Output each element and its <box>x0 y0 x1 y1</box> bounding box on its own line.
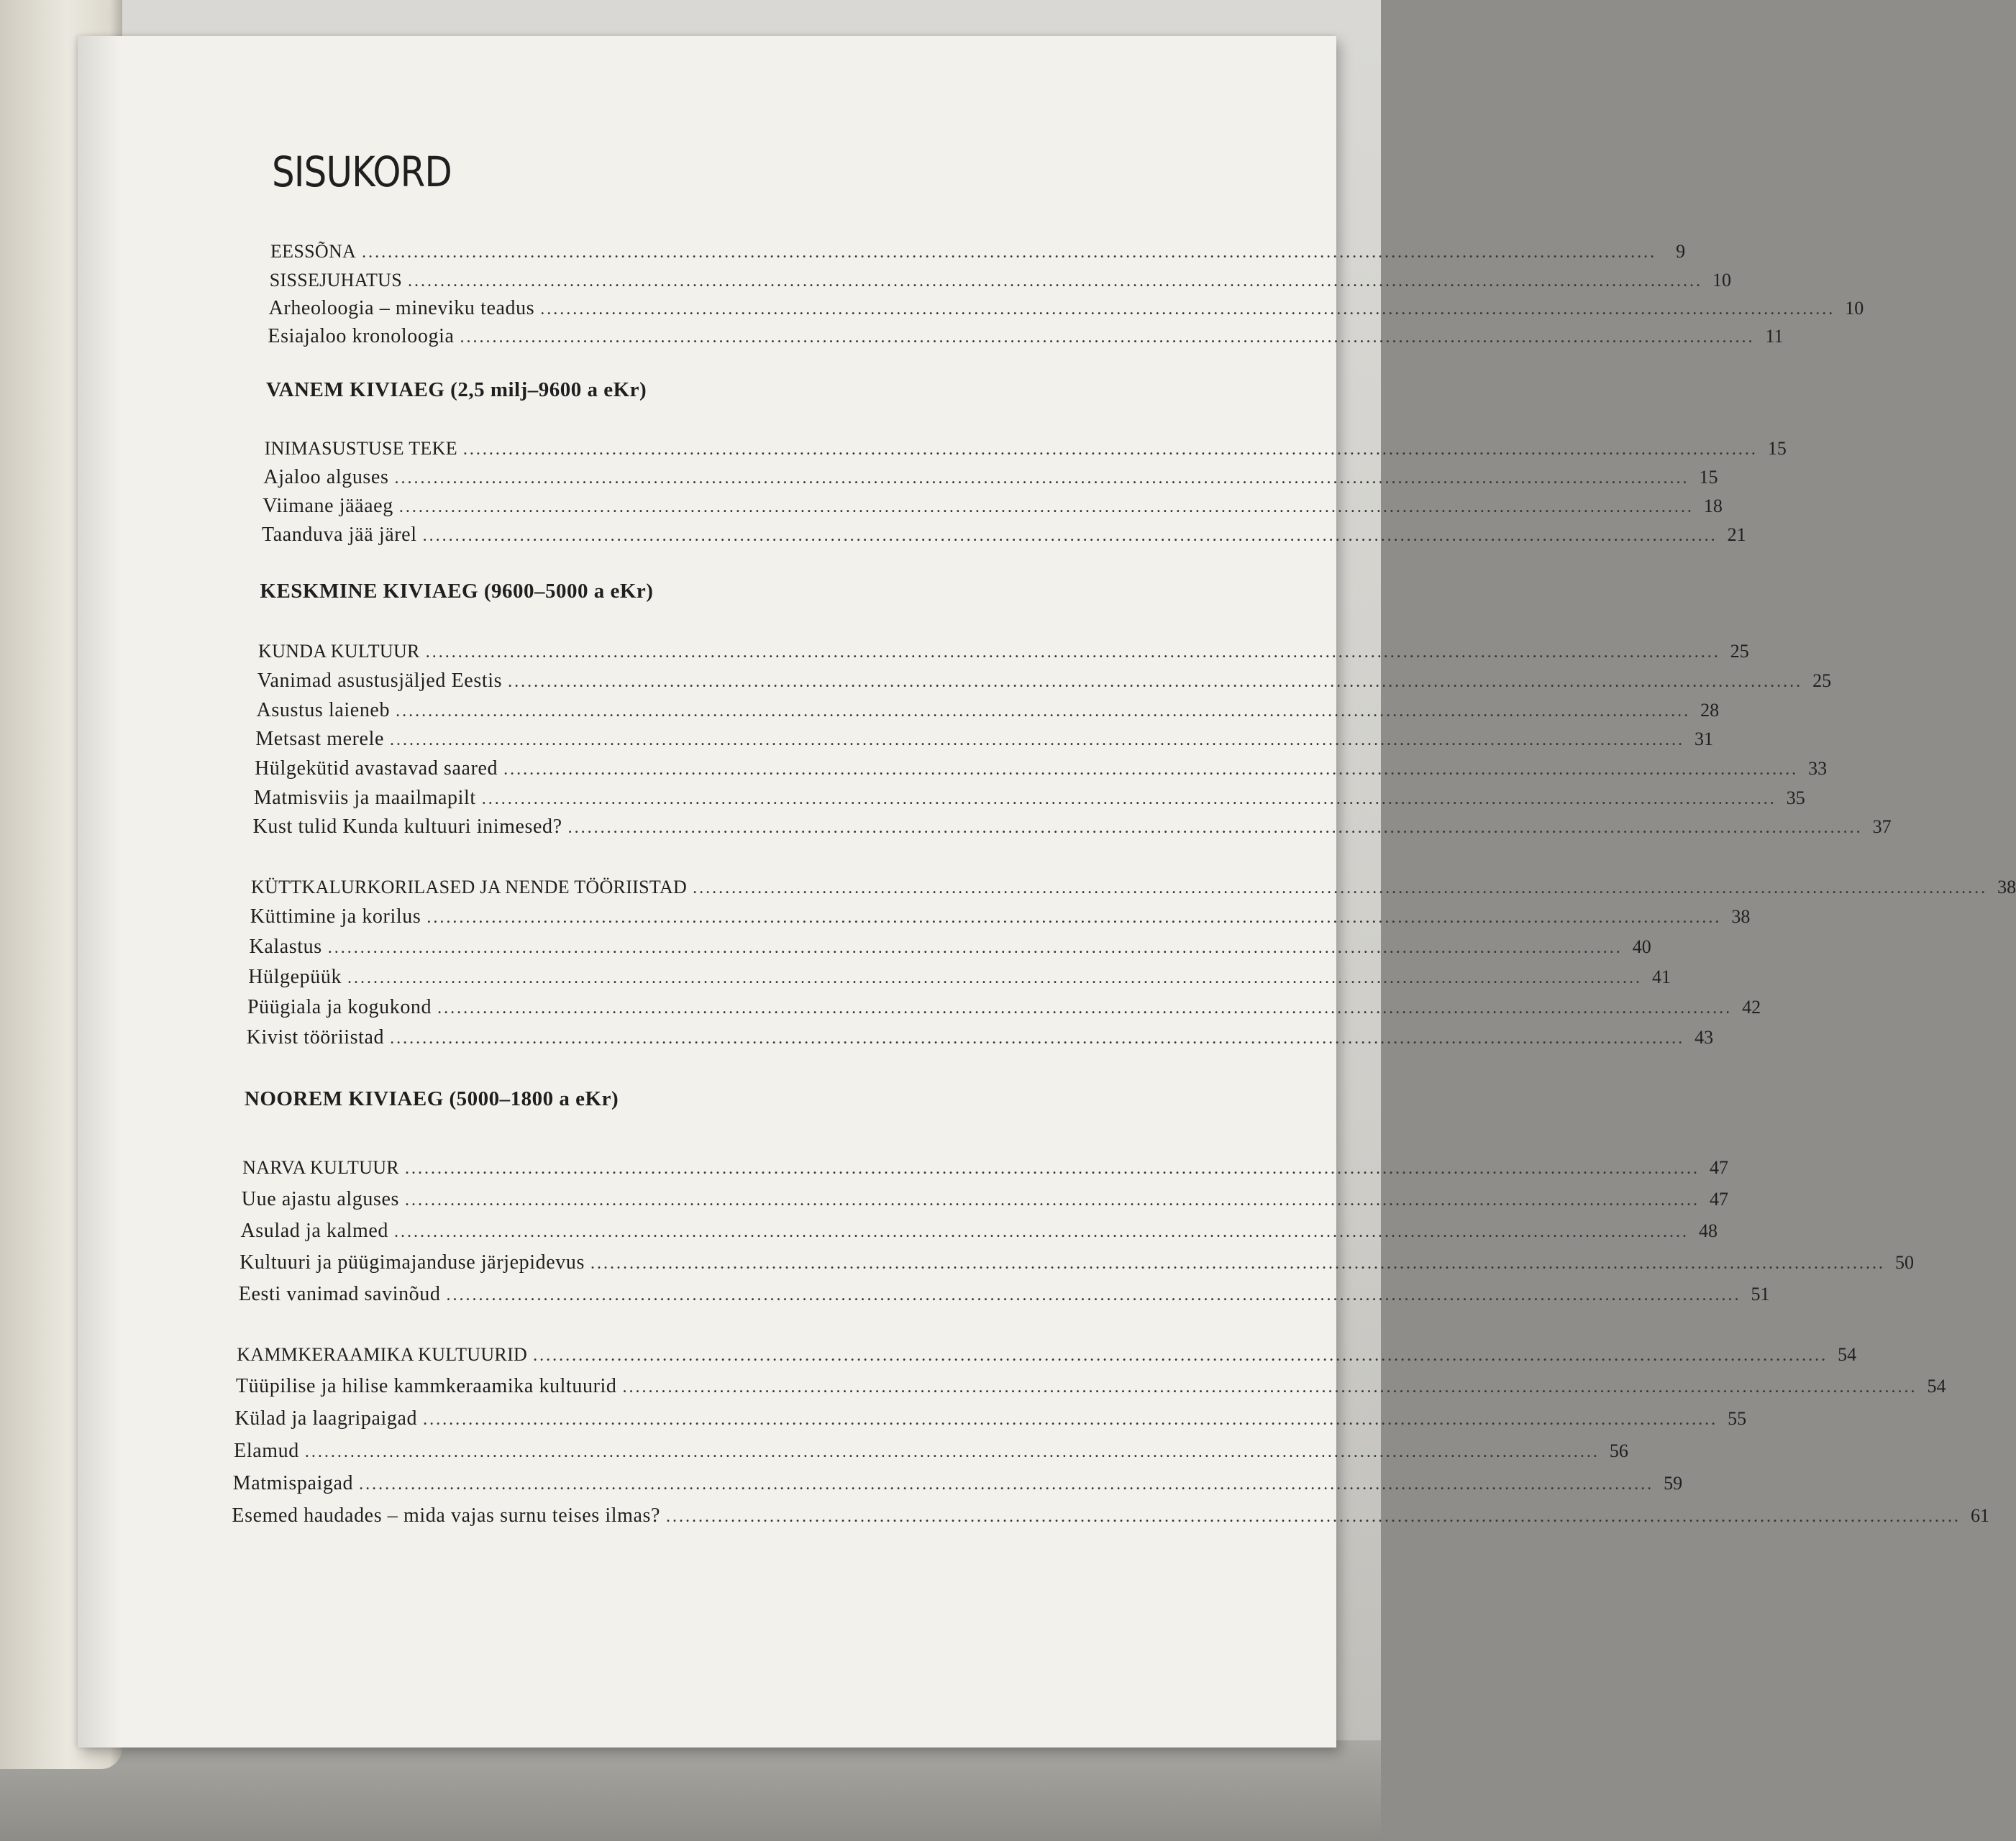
toc-page-number: 41 <box>1652 967 1671 987</box>
leader-dots: ........................................................................................................................................................................................................ <box>390 1029 1685 1048</box>
leader-dots: ........................................................................................................................................................................................................ <box>304 1443 1600 1461</box>
toc-entry-label: Metsast merele <box>255 728 384 750</box>
leader-dots: ........................................................................................................................................................................................................ <box>394 1223 1689 1241</box>
leader-dots: ........................................................................................................................................................................................................ <box>422 526 1718 545</box>
toc-page-number: 10 <box>1845 298 1864 319</box>
toc-entry-label: Püügiala ja kogukond <box>247 996 432 1018</box>
toc-page-number: 37 <box>1872 816 1892 837</box>
toc-page-number: 38 <box>1731 906 1751 927</box>
toc-entry-label: Küttimine ja korilus <box>250 905 421 928</box>
toc-page-number: 47 <box>1709 1189 1728 1210</box>
toc-page-number: 50 <box>1894 1252 1914 1273</box>
leader-dots: ........................................................................................................................................................................................................ <box>460 328 1755 347</box>
leader-dots: ........................................................................................................................................................................................................ <box>540 300 1835 319</box>
toc-page-number: 59 <box>1664 1473 1683 1494</box>
leader-dots: ........................................................................................................................................................................................................ <box>407 272 1702 291</box>
toc-entry-label: Arheoloogia – mineviku teadus <box>268 297 535 319</box>
toc-entry <box>247 995 1761 1020</box>
toc-entry-label: KAMMKERAAMIKA KULTUURID <box>237 1344 528 1365</box>
toc-page-number: 54 <box>1838 1344 1857 1365</box>
leader-dots: ........................................................................................................................................................................................................ <box>462 440 1758 459</box>
leader-dots: ........................................................................................................................................................................................................ <box>481 790 1776 808</box>
toc-page-number: 11 <box>1765 326 1784 347</box>
toc-entry-label: Ajaloo alguses <box>263 466 389 488</box>
section-heading: VANEM KIVIAEG (2,5 milj–9600 a eKr) <box>265 378 647 401</box>
toc-entry-label: Hülgekütid avastavad saared <box>255 757 498 780</box>
toc-entry <box>246 1025 1714 1051</box>
toc-entry-label: Taanduva jää järel <box>261 524 417 546</box>
page-gutter-shadow <box>78 36 121 1748</box>
page-title: SISUKORD <box>272 147 452 196</box>
toc-page-number: 21 <box>1727 524 1746 545</box>
leader-dots: ........................................................................................................................................................................................................ <box>396 702 1691 721</box>
leader-dots: ........................................................................................................................................................................................................ <box>362 243 1657 262</box>
toc-entry-label: Külad ja laagripaigad <box>234 1407 418 1430</box>
toc-entry-label: Uue ajastu alguses <box>241 1188 399 1210</box>
toc-page-number: 43 <box>1695 1027 1714 1048</box>
toc-entry-label: Eesti vanimad savinõud <box>238 1283 441 1305</box>
toc-entry <box>268 296 1864 321</box>
leader-dots: ........................................................................................................................................................................................................ <box>327 938 1623 957</box>
toc-entry-label: Viimane jääaeg <box>263 495 393 517</box>
toc-chapter-entry <box>258 639 1749 664</box>
leader-dots: ........................................................................................................................................................................................................ <box>693 879 1988 897</box>
toc-entry-label: Kalastus <box>249 936 322 958</box>
leader-dots: ........................................................................................................................................................................................................ <box>533 1346 1828 1365</box>
toc-page-number: 54 <box>1927 1376 1946 1397</box>
toc-entry <box>257 668 1832 694</box>
toc-entry-label: KUNDA KULTUUR <box>258 641 420 662</box>
toc-chapter-entry <box>270 239 1686 265</box>
toc-entry-label: Hülgepüük <box>248 966 342 988</box>
leader-dots: ........................................................................................................................................................................................................ <box>590 1254 1885 1273</box>
section-heading: NOOREM KIVIAEG (5000–1800 a eKr) <box>244 1087 619 1110</box>
toc-entry <box>256 698 1720 723</box>
toc-entry <box>249 934 1651 960</box>
toc-page-number: 25 <box>1730 641 1749 662</box>
leader-dots: ........................................................................................................................................................................................................ <box>437 999 1733 1018</box>
toc-chapter-entry <box>251 874 2016 900</box>
toc-entry-label: INIMASUSTUSE TEKE <box>264 438 457 459</box>
toc-entry-label: Matmispaigad <box>232 1472 354 1494</box>
toc-entry <box>252 814 1892 840</box>
toc-entry-label: Esemed haudades – mida vajas surnu teises ilmas? <box>232 1504 661 1527</box>
toc-page-number: 15 <box>1767 438 1787 459</box>
toc-entry-label: KÜTTKALURKORILASED JA NENDE TÖÖRIISTAD <box>251 877 688 897</box>
leader-dots: ........................................................................................................................................................................................................ <box>427 908 1722 927</box>
toc-page-number: 31 <box>1694 728 1713 749</box>
toc-chapter-entry <box>237 1342 1857 1368</box>
toc-entry <box>255 756 1828 782</box>
toc-entry-label: Asulad ja kalmed <box>240 1220 388 1242</box>
leader-dots: ........................................................................................................................................................................................................ <box>404 1159 1700 1178</box>
toc-page-number: 51 <box>1751 1284 1770 1305</box>
toc-entry <box>263 493 1723 519</box>
leader-dots: ........................................................................................................................................................................................................ <box>389 731 1684 749</box>
toc-entry-label: Kust tulid Kunda kultuuri inimesed? <box>252 816 562 838</box>
toc-page-number: 18 <box>1703 495 1723 516</box>
toc-page-number: 61 <box>1971 1505 1990 1526</box>
toc-entry <box>234 1406 1747 1432</box>
toc-page-number: 40 <box>1632 936 1651 957</box>
toc-chapter-entry <box>264 436 1787 462</box>
toc-entry-label: Asustus laieneb <box>256 699 391 721</box>
toc-entry <box>261 522 1746 548</box>
toc-page-number: 28 <box>1700 700 1720 721</box>
toc-entry <box>240 1218 1718 1244</box>
toc-page-number: 38 <box>1997 877 2016 897</box>
leader-dots: ........................................................................................................................................................................................................ <box>347 969 1643 987</box>
toc-entry-label: NARVA KULTUUR <box>242 1157 399 1178</box>
toc-entry <box>235 1374 1946 1399</box>
toc-page-number: 33 <box>1808 758 1828 779</box>
toc-page-number: 56 <box>1609 1440 1628 1461</box>
leader-dots: ........................................................................................................................................................................................................ <box>423 1410 1718 1429</box>
toc-page-number: 35 <box>1786 787 1805 808</box>
leader-dots: ........................................................................................................................................................................................................ <box>398 498 1694 516</box>
toc-page-number: 55 <box>1728 1408 1747 1429</box>
table-surface <box>0 1740 1381 1841</box>
toc-page-number: 10 <box>1712 270 1731 291</box>
toc-page-number: 25 <box>1812 670 1832 691</box>
toc-entry <box>268 324 1784 350</box>
toc-chapter-entry <box>269 268 1731 293</box>
toc-entry-label: Elamud <box>234 1440 299 1462</box>
toc-page-number: 47 <box>1709 1157 1728 1178</box>
toc-entry <box>248 964 1671 990</box>
leader-dots: ........................................................................................................................................................................................................ <box>404 1191 1700 1210</box>
leader-dots: ........................................................................................................................................................................................................ <box>622 1378 1917 1397</box>
toc-page-number: 48 <box>1699 1220 1718 1241</box>
toc-entry <box>238 1282 1770 1307</box>
leader-dots: ........................................................................................................................................................................................................ <box>567 818 1863 837</box>
toc-entry <box>232 1503 1990 1529</box>
toc-entry-label: SISSEJUHATUS <box>269 270 402 291</box>
leader-dots: ........................................................................................................................................................................................................ <box>359 1475 1654 1494</box>
leader-dots: ........................................................................................................................................................................................................ <box>425 643 1720 662</box>
toc-entry <box>241 1187 1728 1212</box>
toc-page-number: 42 <box>1742 997 1761 1018</box>
toc-entry <box>232 1471 1683 1497</box>
leader-dots: ........................................................................................................................................................................................................ <box>666 1507 1961 1526</box>
toc-entry <box>240 1250 1914 1276</box>
toc-entry <box>234 1438 1628 1464</box>
leader-dots: ........................................................................................................................................................................................................ <box>508 672 1803 691</box>
toc-page-number: 9 <box>1676 241 1686 262</box>
toc-page-number: 15 <box>1699 467 1718 488</box>
leader-dots: ........................................................................................................................................................................................................ <box>503 760 1799 779</box>
toc-entry-label: Vanimad asustusjäljed Eestis <box>257 670 503 692</box>
toc-entry-label: Tüüpilise ja hilise kammkeraamika kultuurid <box>235 1375 617 1397</box>
toc-entry-label: Matmisviis ja maailmapilt <box>253 787 476 809</box>
toc-entry-label: EESSÕNA <box>270 241 357 262</box>
toc-entry-label: Kivist tööriistad <box>246 1026 385 1049</box>
section-heading: KESKMINE KIVIAEG (9600–5000 a eKr) <box>260 580 654 603</box>
toc-entry <box>263 465 1718 490</box>
toc-entry <box>253 785 1805 811</box>
toc-entry-label: Kultuuri ja püügimajanduse järjepidevus <box>240 1251 585 1274</box>
toc-entry <box>250 904 1751 930</box>
toc-entry-label: Esiajaloo kronoloogia <box>268 325 455 347</box>
toc-chapter-entry <box>242 1155 1728 1181</box>
leader-dots: ........................................................................................................................................................................................................ <box>394 469 1689 488</box>
leader-dots: ........................................................................................................................................................................................................ <box>446 1286 1741 1305</box>
toc-entry <box>255 726 1713 752</box>
